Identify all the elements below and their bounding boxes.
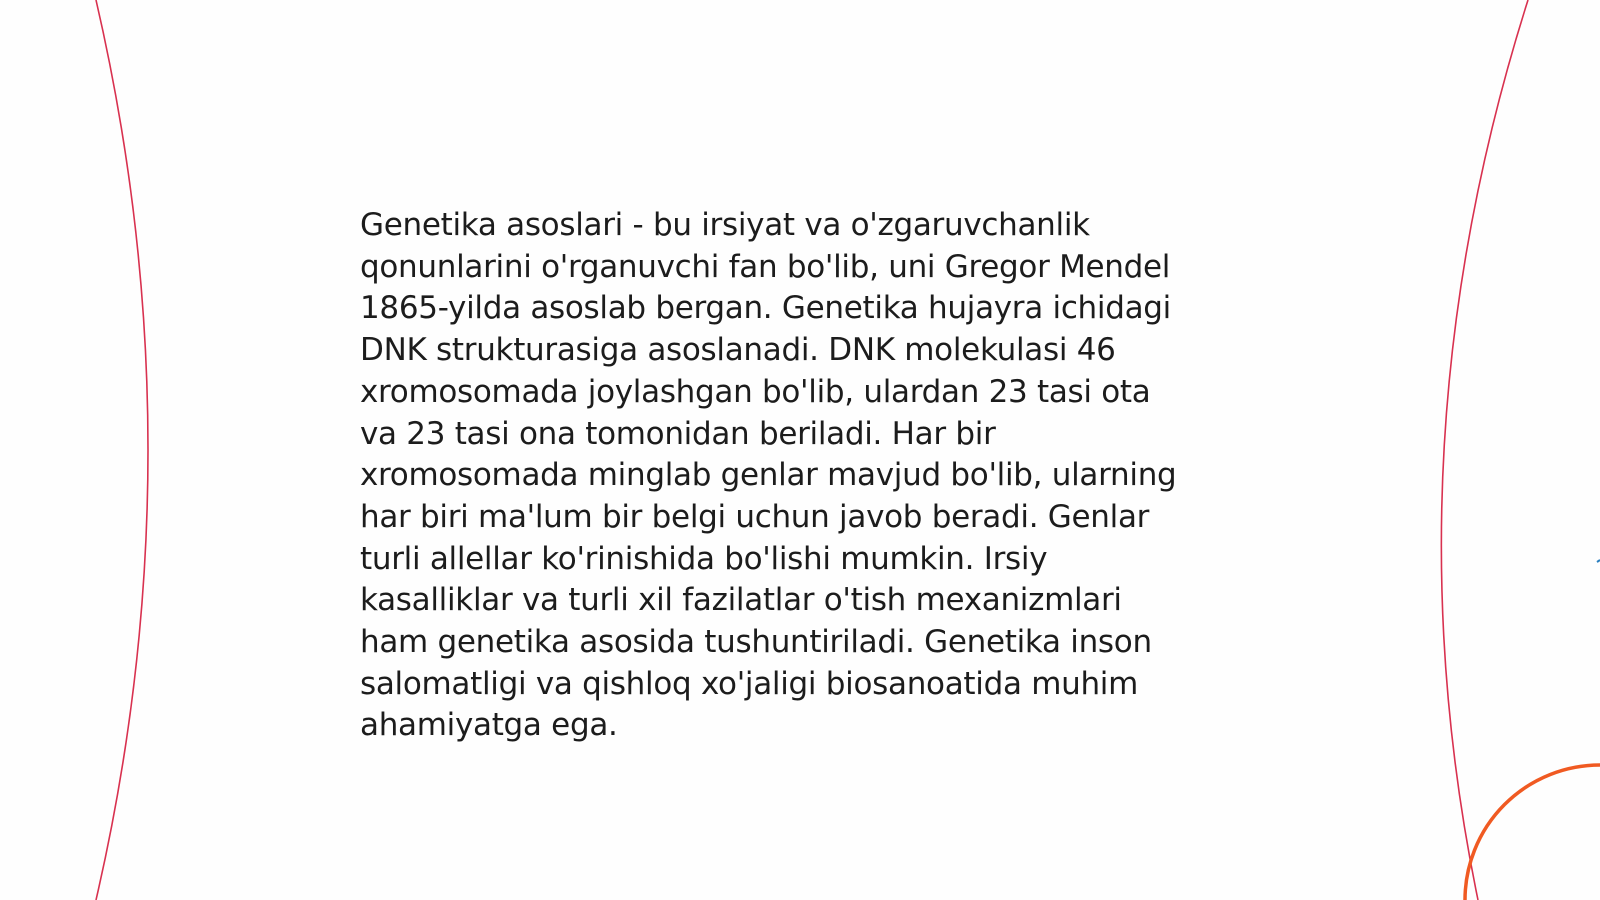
body-paragraph: Genetika asoslari - bu irsiyat va o'zgaruvchanlik qonunlarini o'rganuvchi fan bo'lib, uni Gregor Mendel 1865-yilda asoslab bergan. Genetika hujayra ichidagi DNK strukturasiga asoslanadi. DNK molekulasi 46 xromosomada joylashgan bo'lib, ulardan 23 tasi ota va 23 tasi ona tomonidan beriladi. Har bir xromosomada minglab genlar mavjud bo'lib, ularning har biri ma'lum bir belgi uchun javob beradi. Genlar turli allellar ko'rinishida bo'lishi mumkin. Irsiy kasalliklar va turli xil fazilatlar o'tish mexanizmlari ham genetika asosida tushuntiriladi. Genetika inson salomatligi va qishloq xo'jaligi biosanoatida muhim ahamiyatga ega. <box>360 207 1177 744</box>
right-arc-decoration <box>1441 0 1528 900</box>
orange-ring-decoration <box>1465 765 1600 900</box>
left-arc-decoration <box>96 0 148 900</box>
